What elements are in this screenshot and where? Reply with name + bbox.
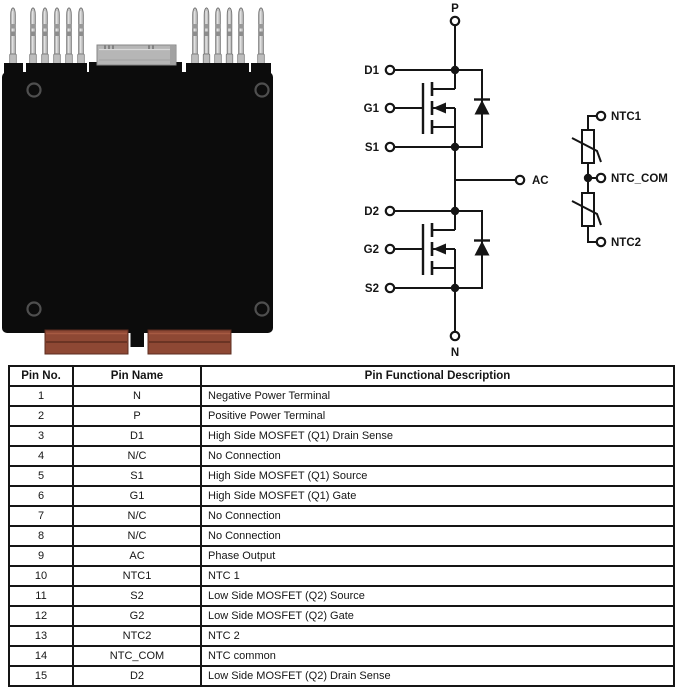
module-pin — [54, 8, 61, 72]
terminal-ntc-com — [597, 174, 605, 182]
pin-number-cell: 8 — [9, 526, 73, 546]
pin-number-cell: 5 — [9, 466, 73, 486]
terminal-label-n: N — [450, 347, 460, 359]
pin-description-cell: Positive Power Terminal — [201, 406, 674, 426]
module-photo — [0, 0, 280, 360]
pin-name-cell: N — [73, 386, 201, 406]
terminal-label-ac: AC — [532, 175, 549, 187]
pin-name-cell: N/C — [73, 526, 201, 546]
mosfet-q1 — [386, 66, 490, 151]
module-body — [2, 72, 273, 333]
terminal-label-ntc-com: NTC_COM — [611, 173, 668, 185]
pin-number-cell: 7 — [9, 506, 73, 526]
module-pin — [203, 8, 210, 72]
table-row — [9, 506, 674, 526]
module-pin — [30, 8, 37, 72]
module-pin — [42, 8, 49, 72]
table-row — [9, 606, 674, 626]
pin-description-cell: Low Side MOSFET (Q2) Drain Sense — [201, 666, 674, 686]
ntc-network — [572, 112, 605, 246]
terminal-label-s1: S1 — [364, 142, 379, 154]
module-pin — [66, 8, 73, 72]
module-pin — [78, 8, 85, 72]
pin-name-cell: P — [73, 406, 201, 426]
pin-number-cell: 6 — [9, 486, 73, 506]
pin-description-cell: NTC 1 — [201, 566, 674, 586]
pin-name-cell: NTC1 — [73, 566, 201, 586]
table-row — [9, 646, 674, 666]
pin-name-cell: D2 — [73, 666, 201, 686]
terminal-label-ntc1: NTC1 — [611, 111, 642, 123]
pin-number-cell: 15 — [9, 666, 73, 686]
header-pin-no: Pin No. — [9, 366, 73, 386]
pin-name-cell: NTC2 — [73, 626, 201, 646]
pin-description-cell: No Connection — [201, 526, 674, 546]
pin-number-cell: 11 — [9, 586, 73, 606]
table-row — [9, 486, 674, 506]
pin-number-cell: 9 — [9, 546, 73, 566]
header-pin-name: Pin Name — [73, 366, 201, 386]
pin-name-cell: D1 — [73, 426, 201, 446]
pin-description-cell: High Side MOSFET (Q1) Source — [201, 466, 674, 486]
pin-description-cell: No Connection — [201, 506, 674, 526]
table-row — [9, 466, 674, 486]
pin-number-cell: 3 — [9, 426, 73, 446]
terminal-p — [451, 17, 459, 25]
power-busbars — [45, 330, 231, 354]
terminal-label-ntc2: NTC2 — [611, 237, 642, 249]
table-row — [9, 626, 674, 646]
pin-name-cell: S1 — [73, 466, 201, 486]
terminal-label-d1: D1 — [364, 65, 379, 77]
pin-number-cell: 13 — [9, 626, 73, 646]
module-pin — [226, 8, 233, 72]
pin-name-cell: NTC_COM — [73, 646, 201, 666]
thermistor-ntc1 — [572, 130, 601, 163]
terminal-ntc1 — [597, 112, 605, 120]
half-bridge-schematic — [340, 0, 680, 360]
pin-number-cell: 12 — [9, 606, 73, 626]
module-pin — [258, 8, 265, 72]
pin-description-cell: Phase Output — [201, 546, 674, 566]
pin-name-cell: N/C — [73, 506, 201, 526]
terminal-label-g1: G1 — [363, 103, 379, 115]
pin-description-table — [8, 365, 675, 687]
table-row — [9, 426, 674, 446]
terminal-label-s2: S2 — [364, 283, 379, 295]
table-row — [9, 406, 674, 426]
pin-description-cell: Low Side MOSFET (Q2) Gate — [201, 606, 674, 626]
module-pin — [238, 8, 245, 72]
pin-number-cell: 1 — [9, 386, 73, 406]
pin-table-body — [9, 386, 674, 686]
pin-number-cell: 2 — [9, 406, 73, 426]
table-row — [9, 546, 674, 566]
signal-connector — [89, 45, 182, 74]
header-pin-desc: Pin Functional Description — [201, 366, 674, 386]
pin-description-cell: NTC common — [201, 646, 674, 666]
terminal-label-p: P — [451, 3, 459, 15]
pin-description-cell: NTC 2 — [201, 626, 674, 646]
module-pin — [215, 8, 222, 72]
terminal-n — [451, 332, 459, 340]
module-pin — [192, 8, 199, 72]
table-row — [9, 526, 674, 546]
terminal-ac — [516, 176, 524, 184]
pin-table-header — [9, 366, 674, 386]
pin-name-cell: N/C — [73, 446, 201, 466]
pin-description-cell: High Side MOSFET (Q1) Drain Sense — [201, 426, 674, 446]
table-row — [9, 566, 674, 586]
mosfet-q2 — [386, 207, 490, 292]
table-row — [9, 666, 674, 686]
pin-number-cell: 10 — [9, 566, 73, 586]
pin-name-cell: G1 — [73, 486, 201, 506]
pin-description-cell: High Side MOSFET (Q1) Gate — [201, 486, 674, 506]
module-pin — [10, 8, 17, 72]
pin-description-cell: Low Side MOSFET (Q2) Source — [201, 586, 674, 606]
terminal-label-g2: G2 — [363, 244, 379, 256]
terminal-label-d2: D2 — [364, 206, 379, 218]
pin-description-cell: No Connection — [201, 446, 674, 466]
pin-number-cell: 14 — [9, 646, 73, 666]
thermistor-ntc2 — [572, 193, 601, 226]
pin-name-cell: S2 — [73, 586, 201, 606]
pin-number-cell: 4 — [9, 446, 73, 466]
center-tab — [131, 330, 145, 347]
pin-description-cell: Negative Power Terminal — [201, 386, 674, 406]
pin-name-cell: G2 — [73, 606, 201, 626]
table-row — [9, 446, 674, 466]
table-row — [9, 386, 674, 406]
table-row — [9, 586, 674, 606]
pin-name-cell: AC — [73, 546, 201, 566]
terminal-ntc2 — [597, 238, 605, 246]
